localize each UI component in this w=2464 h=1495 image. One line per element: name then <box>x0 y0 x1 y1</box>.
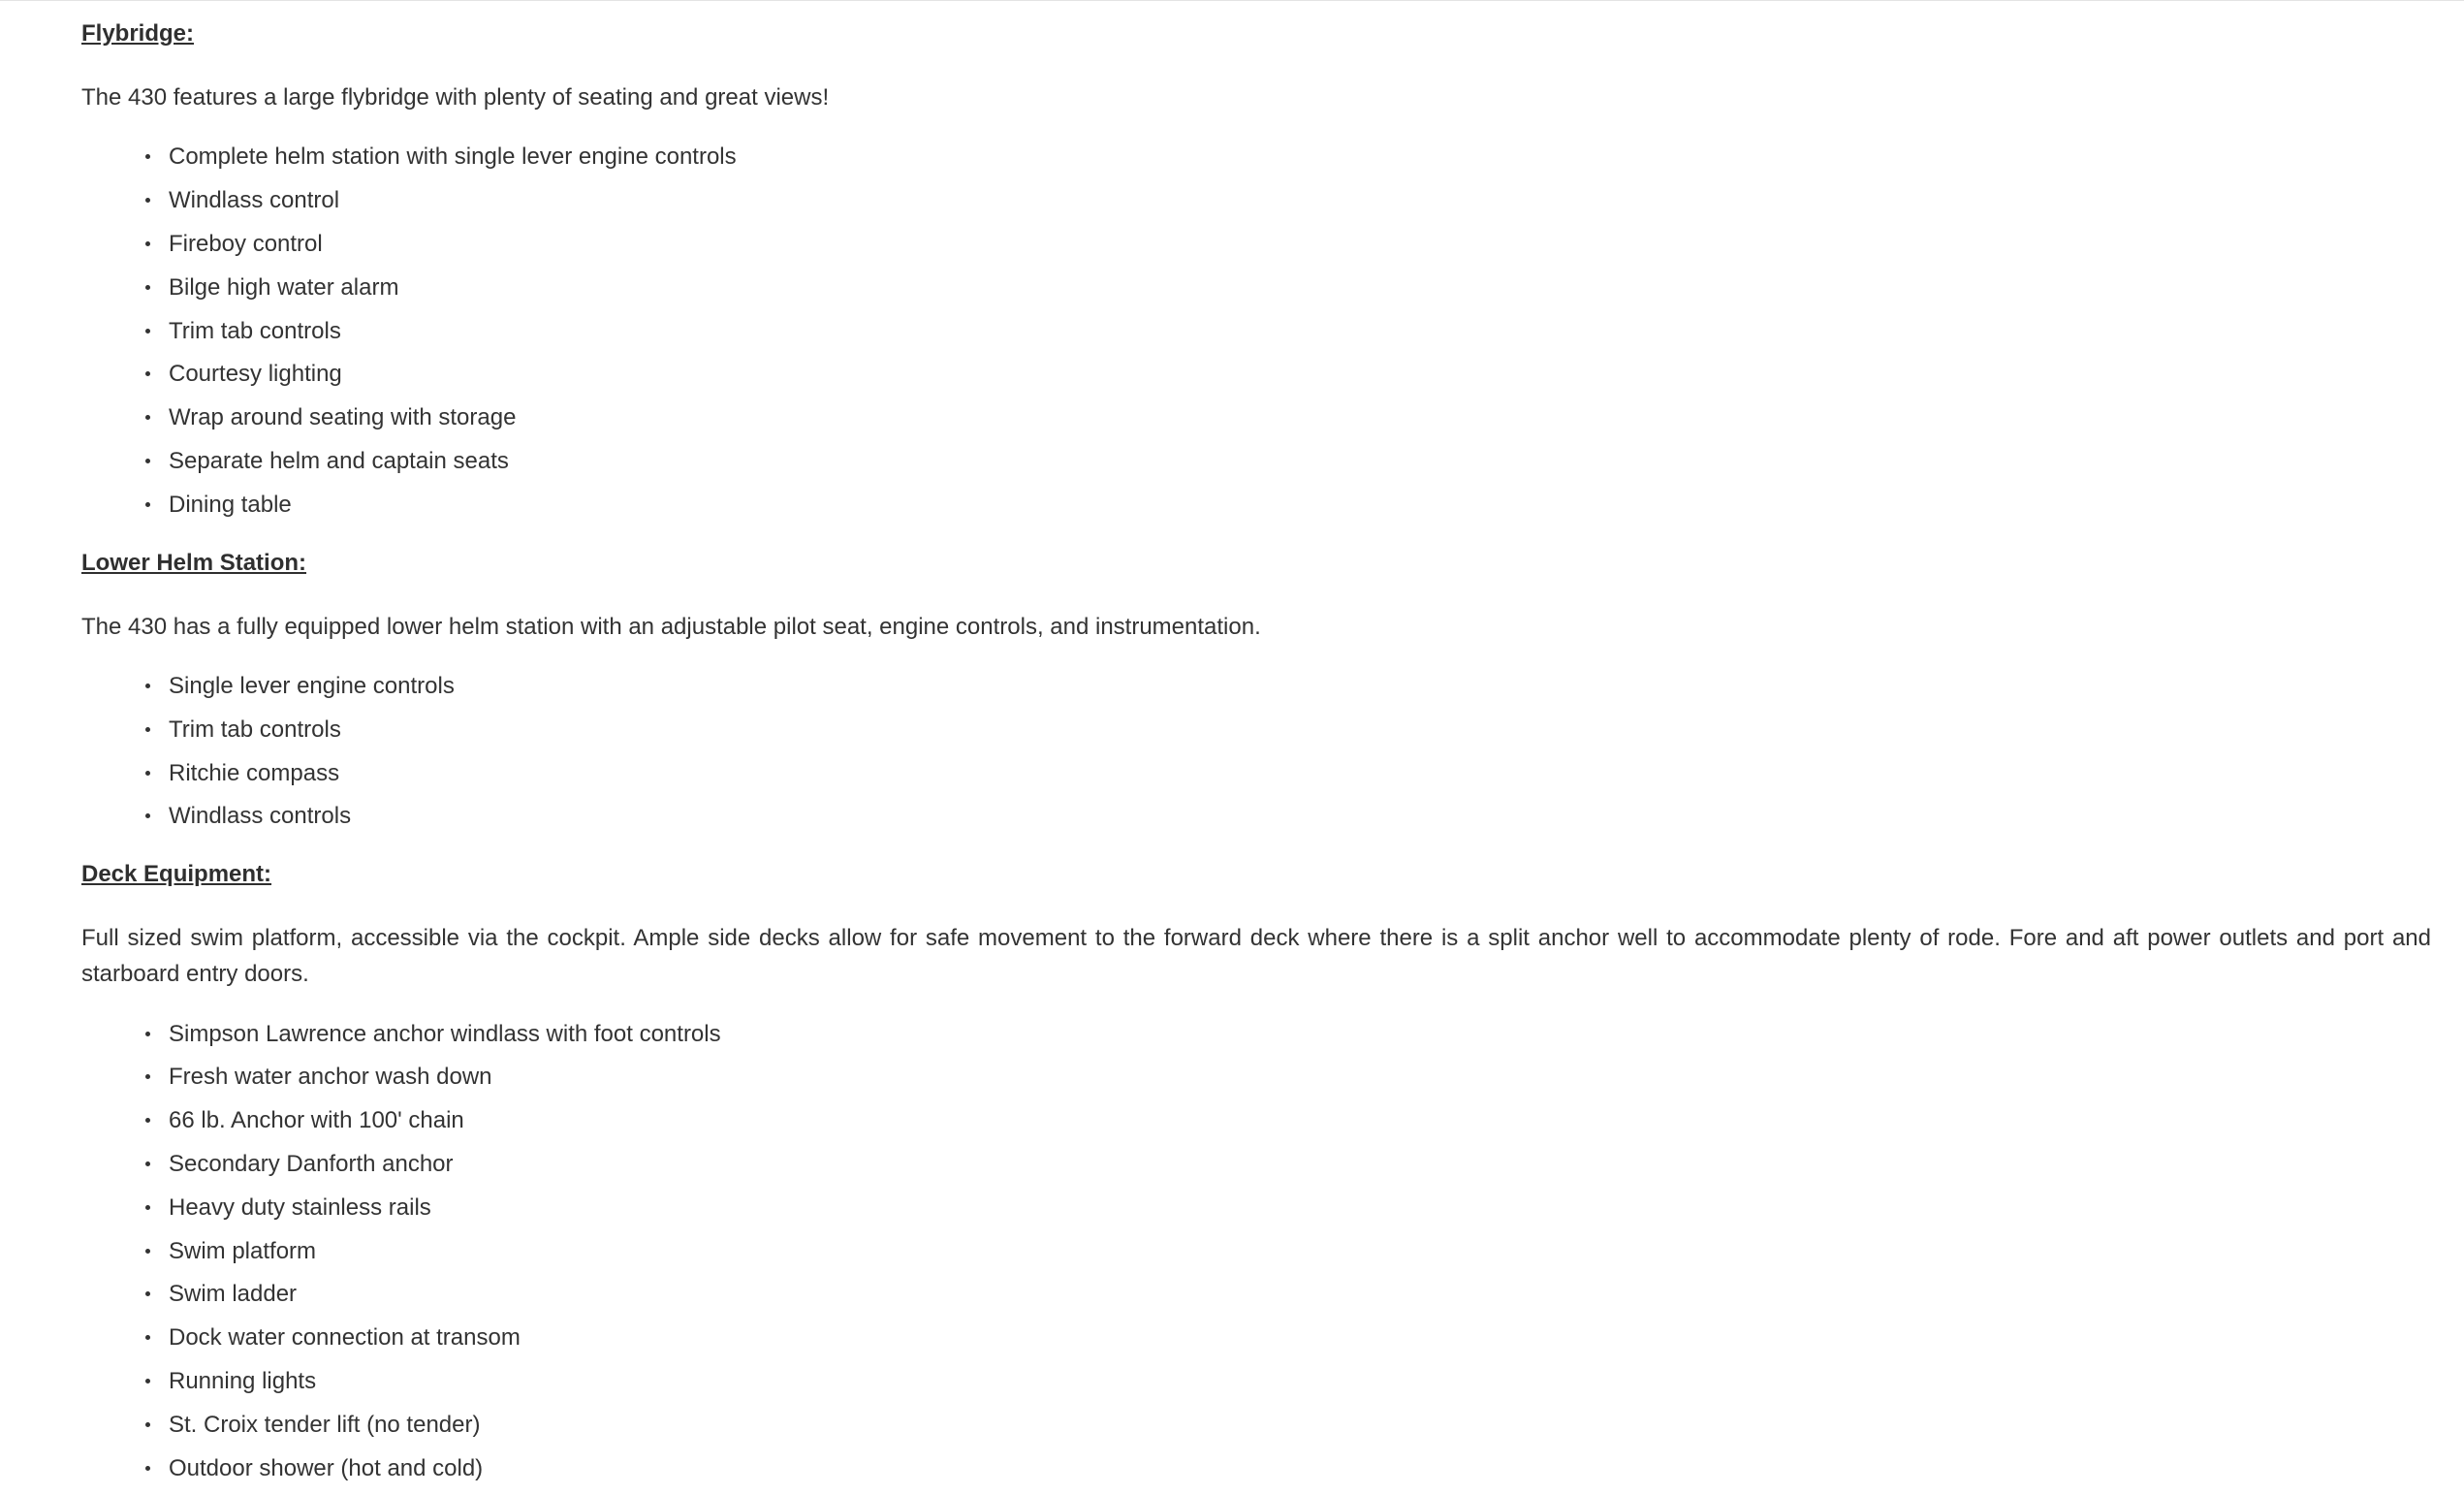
list-item: Windlass control <box>145 184 2431 218</box>
list-item: Wrap around seating with storage <box>145 401 2431 435</box>
feature-list <box>81 141 2431 522</box>
section-deck-equipment <box>81 859 2431 889</box>
list-item: Running lights <box>145 1365 2431 1399</box>
list-item: Swim ladder <box>145 1278 2431 1312</box>
section-lower-helm-station <box>81 548 2431 578</box>
list-item: Secondary Danforth anchor <box>145 1148 2431 1182</box>
list-item: Separate helm and captain seats <box>145 445 2431 479</box>
list-item: Fireboy control <box>145 228 2431 262</box>
list-item: Heavy duty stainless rails <box>145 1192 2431 1225</box>
list-item: Trim tab controls <box>145 714 2431 748</box>
list-item: Ritchie compass <box>145 757 2431 791</box>
list-item: Single lever engine controls <box>145 670 2431 704</box>
list-item: Outdoor shower (hot and cold) <box>145 1452 2431 1486</box>
list-item: Simpson Lawrence anchor windlass with foot controls <box>145 1018 2431 1052</box>
list-item: St. Croix tender lift (no tender) <box>145 1409 2431 1443</box>
list-item: Dock water connection at transom <box>145 1321 2431 1355</box>
section-heading: Lower Helm Station: <box>81 549 307 576</box>
list-item: Swim platform <box>145 1235 2431 1269</box>
list-item: Dining table <box>145 489 2431 523</box>
document-body <box>0 18 2464 1485</box>
section-paragraph: The 430 has a fully equipped lower helm station with an adjustable pilot seat, engine controls, and instrumentation. <box>81 613 1261 640</box>
list-item: 66 lb. Anchor with 100' chain <box>145 1104 2431 1138</box>
section-heading: Deck Equipment: <box>81 861 272 888</box>
list-item: Fresh water anchor wash down <box>145 1061 2431 1095</box>
list-item: Courtesy lighting <box>145 358 2431 392</box>
list-item: Complete helm station with single lever engine controls <box>145 141 2431 175</box>
feature-list <box>81 1018 2431 1486</box>
top-divider <box>0 0 2464 1</box>
list-item: Windlass controls <box>145 800 2431 834</box>
section-heading: Flybridge: <box>81 20 195 47</box>
feature-list <box>81 670 2431 834</box>
list-item: Bilge high water alarm <box>145 271 2431 305</box>
section-paragraph: The 430 features a large flybridge with plenty of seating and great views! <box>81 84 830 111</box>
section-paragraph: Full sized swim platform, accessible via the cockpit. Ample side decks allow for safe movement to the forward deck where there is a split anchor well to accommodate plenty of rode. Fore and aft power outlets and port and starboard entry doors. <box>81 925 2431 988</box>
section-flybridge <box>81 18 2431 48</box>
list-item: Trim tab controls <box>145 315 2431 349</box>
